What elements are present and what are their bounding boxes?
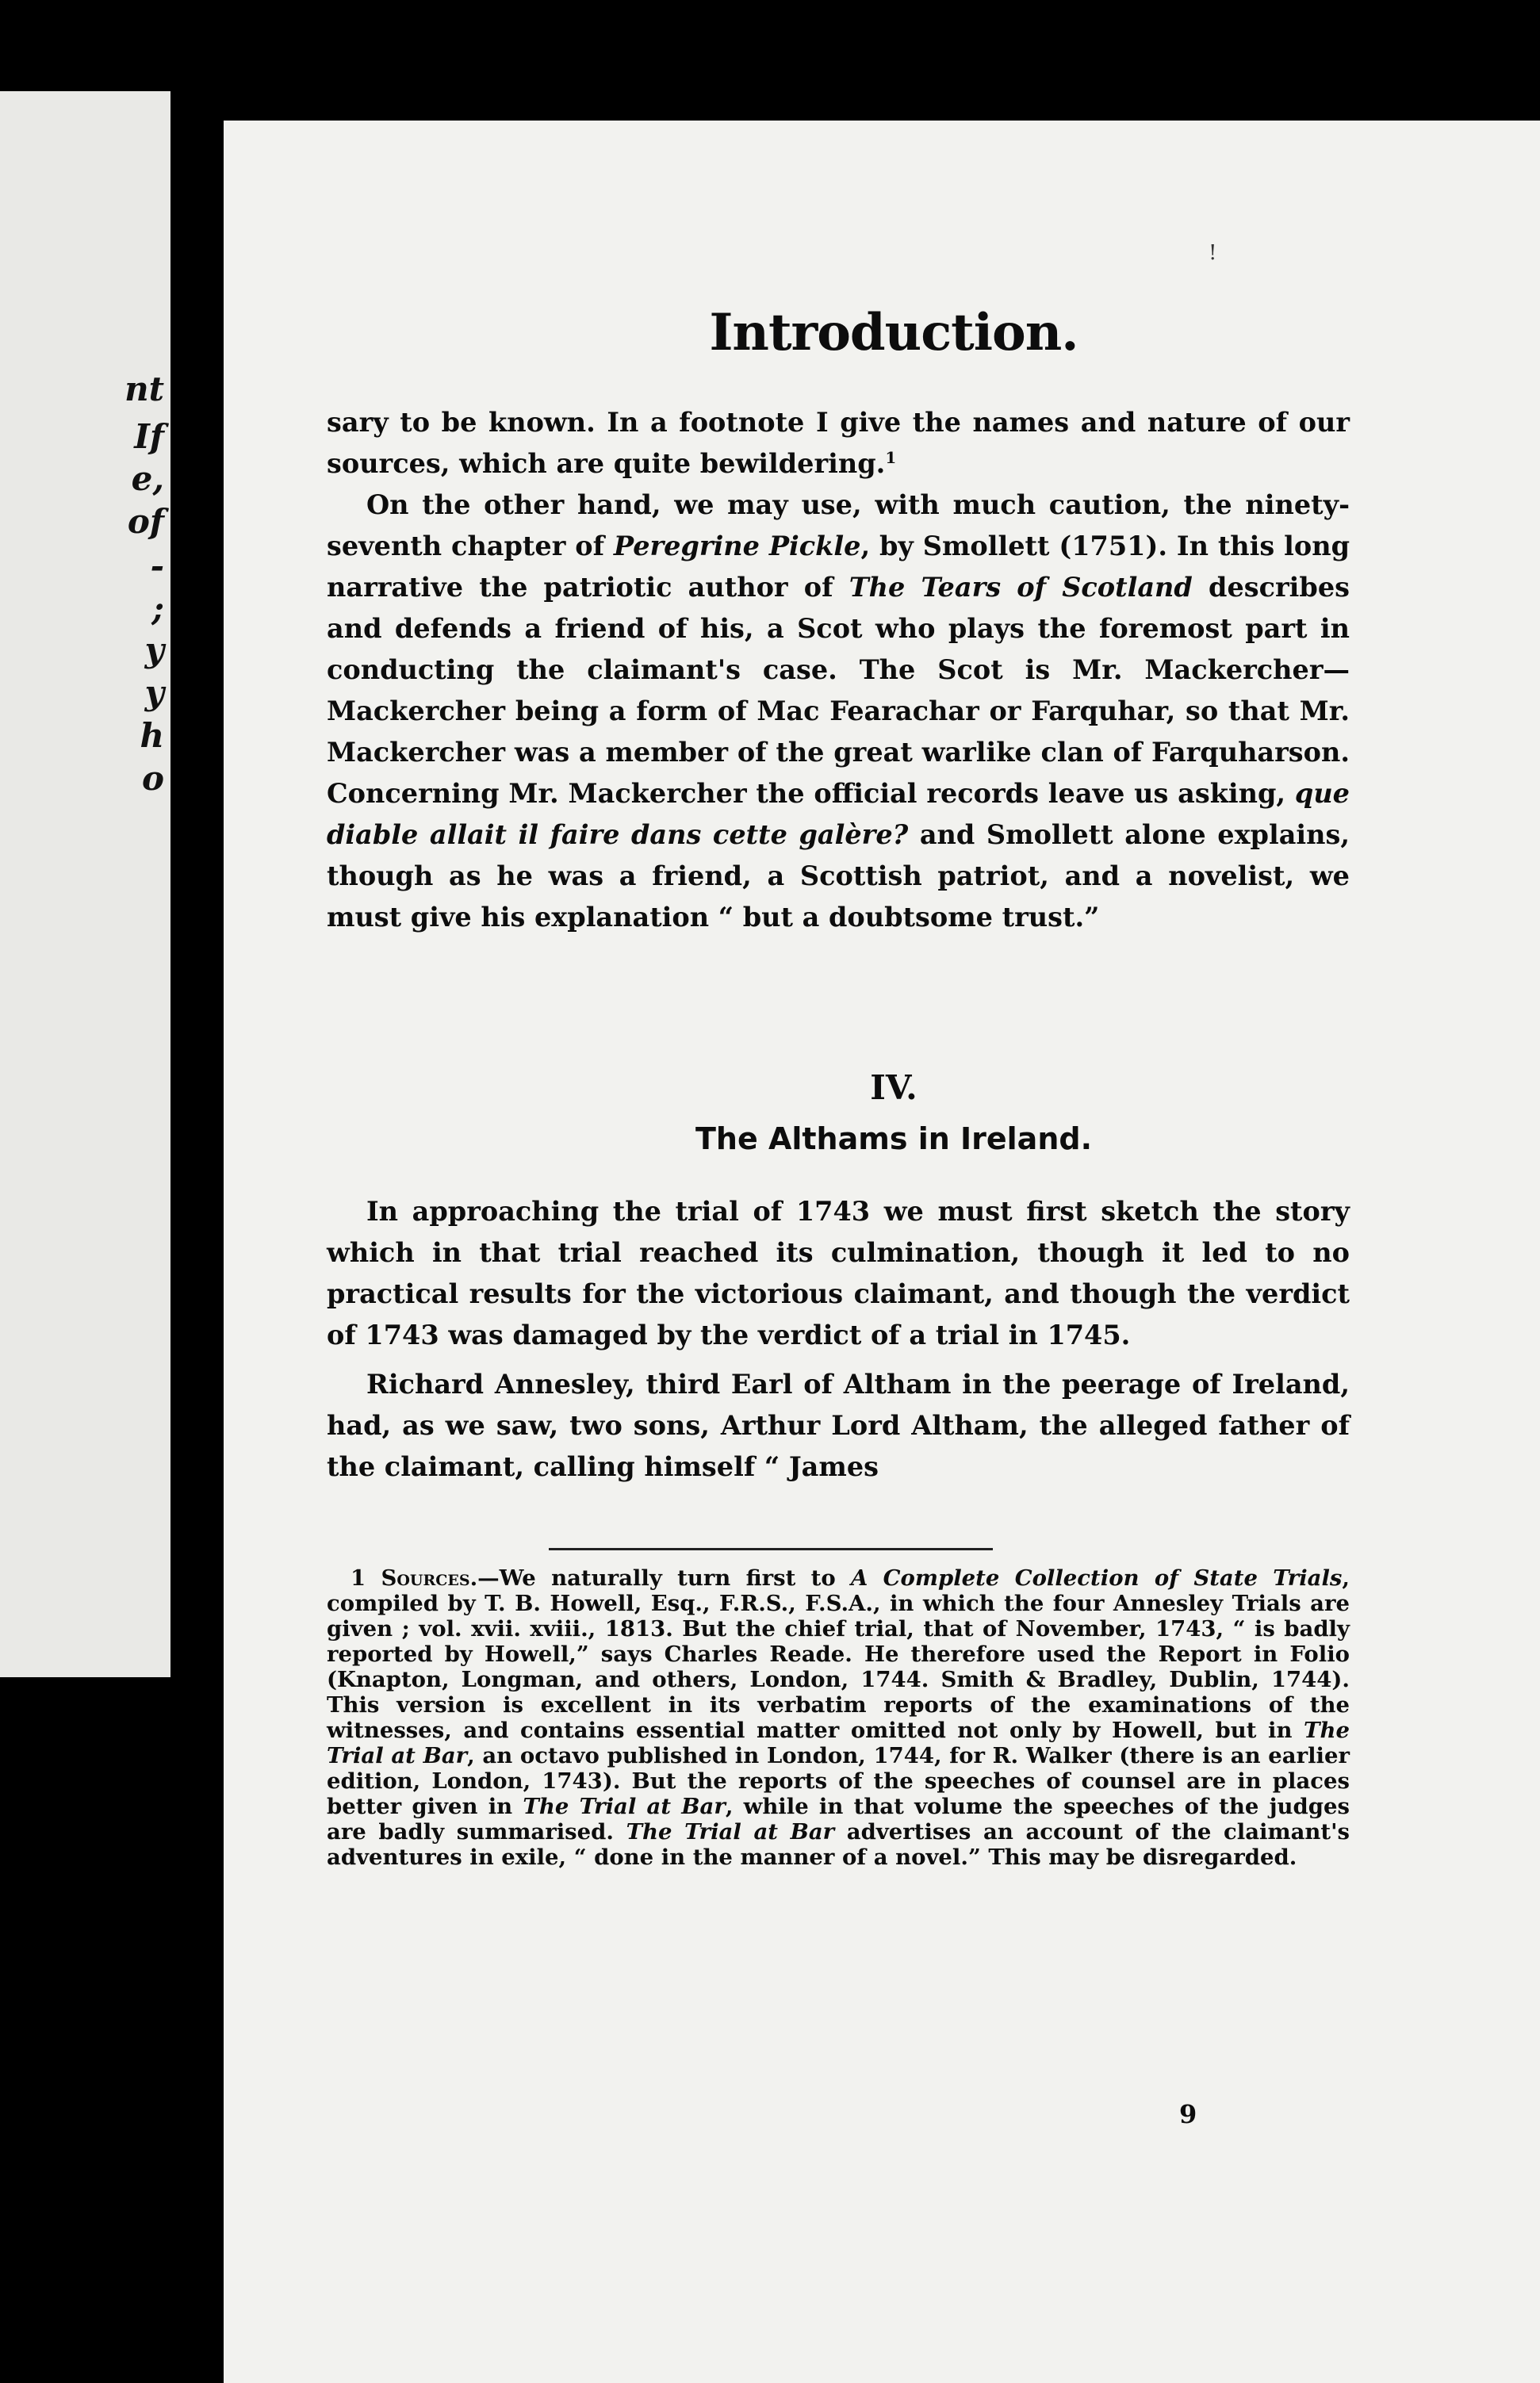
paragraph-text: and Smollett alone explains, though as he was a friend, a Scottish patriot, and a novelist, we must give his explanation “ but a doubtsome trust.” xyxy=(327,819,1350,933)
footnote-segment: advertises an account of the claimant's adventures in exile, “ done in the manner of a novel.” This may be disregarded. xyxy=(327,1819,1350,1870)
footnote-marker: 1 xyxy=(351,1565,381,1591)
running-head: Introduction. xyxy=(709,303,1078,362)
facing-page-fragment: - xyxy=(150,546,164,585)
paragraph-smollett xyxy=(327,485,1350,938)
footnote-italic-title: A Complete Collection of State Trials xyxy=(851,1565,1343,1591)
footnote-italic-title: The Trial at Bar xyxy=(626,1819,835,1845)
section-title: The Althams in Ireland. xyxy=(695,1121,1093,1156)
book-page xyxy=(224,121,1540,2383)
footnote-segment: , an octavo published in London, 1744, for R. Walker (there is an earlier edition, London, 1743). But the reports of the speeches of counsel are in places better given in xyxy=(327,1743,1350,1819)
paragraph-text: On the other hand, we may use, with much caution, the ninety-seventh chapter of xyxy=(327,489,1350,561)
facing-page-fragment: e, xyxy=(131,459,164,498)
facing-page-fragment: o xyxy=(141,759,164,798)
french-quote-italic: que diable allait il faire dans cette galère? xyxy=(327,778,1350,850)
facing-page-fragment: y xyxy=(144,630,164,669)
paragraph-text: describes and defends a friend of his, a Scot who plays the foremost part in conducting the claimant's case. The Scot is Mr. Mackercher—Mackercher being a form of Mac Fearachar or Farquhar, so that Mr. Mackercher was a member of the great warlike clan of Farquharson. Concerning Mr. Mackercher the official records leave us asking, xyxy=(327,572,1350,809)
footnote xyxy=(327,1565,1350,1870)
paragraph-continued xyxy=(327,402,1350,485)
body-text-upper xyxy=(327,402,1350,938)
footnote-segment: —We naturally turn first to xyxy=(477,1565,851,1591)
footnote-italic-title: The Trial at Bar xyxy=(327,1718,1350,1768)
facing-page-fragment: ; xyxy=(151,589,164,628)
paragraph-text: sary to be known. In a footnote I give the names and nature of our sources, which are quite bewildering. xyxy=(327,407,1350,479)
section-number: IV. xyxy=(870,1068,917,1107)
body-text-lower xyxy=(327,1191,1350,1488)
book-title-italic: The Tears of Scotland xyxy=(849,572,1193,603)
facing-page-fragment: of xyxy=(127,502,164,541)
footnote-label: Sources. xyxy=(381,1565,478,1591)
facing-page-fragment: y xyxy=(144,673,164,712)
footnote-divider xyxy=(549,1548,993,1550)
footnote-segment: , while in that volume the speeches of the judges are badly summarised. xyxy=(327,1794,1350,1845)
facing-page-fragment: h xyxy=(140,716,164,755)
page-number: 9 xyxy=(1179,2099,1197,2129)
footnote-italic-title: The Trial at Bar xyxy=(523,1794,726,1819)
footnote-reference: 1 xyxy=(885,447,897,467)
book-title-italic: Peregrine Pickle xyxy=(613,531,861,561)
footnote-text xyxy=(327,1565,1350,1870)
facing-page-fragment: If xyxy=(134,417,164,456)
facing-page-fragment: nt xyxy=(125,370,164,408)
facing-page-edge xyxy=(0,91,170,1677)
paragraph-text: , by Smollett (1751). In this long narrative the patriotic author of xyxy=(327,531,1350,603)
ink-speck: ! xyxy=(1209,241,1217,265)
paragraph-annesley: Richard Annesley, third Earl of Altham in the peerage of Ireland, had, as we saw, two sons, Arthur Lord Altham, the alleged father of the claimant, calling himself “ James xyxy=(327,1369,1350,1482)
paragraph-trial: In approaching the trial of 1743 we must first sketch the story which in that trial reached its culmination, though it led to no practical results for the victorious claimant, and though the verdict of 1743 was damaged by the verdict of a trial in 1745. xyxy=(327,1196,1350,1350)
footnote-segment: , compiled by T. B. Howell, Esq., F.R.S., F.S.A., in which the four Annesley Trials are given ; vol. xvii. xviii., 1813. But the chief trial, that of November, 1743, “ is badly reported by Howell,” says Charles Reade. He therefore used the Report in Folio (Knapton, Longman, and others, London, 1744. Smith & Bradley, Dublin, 1744). This version is excellent in its verbatim reports of the examinations of the witnesses, and contains essential matter omitted not only by Howell, but in xyxy=(327,1565,1350,1743)
